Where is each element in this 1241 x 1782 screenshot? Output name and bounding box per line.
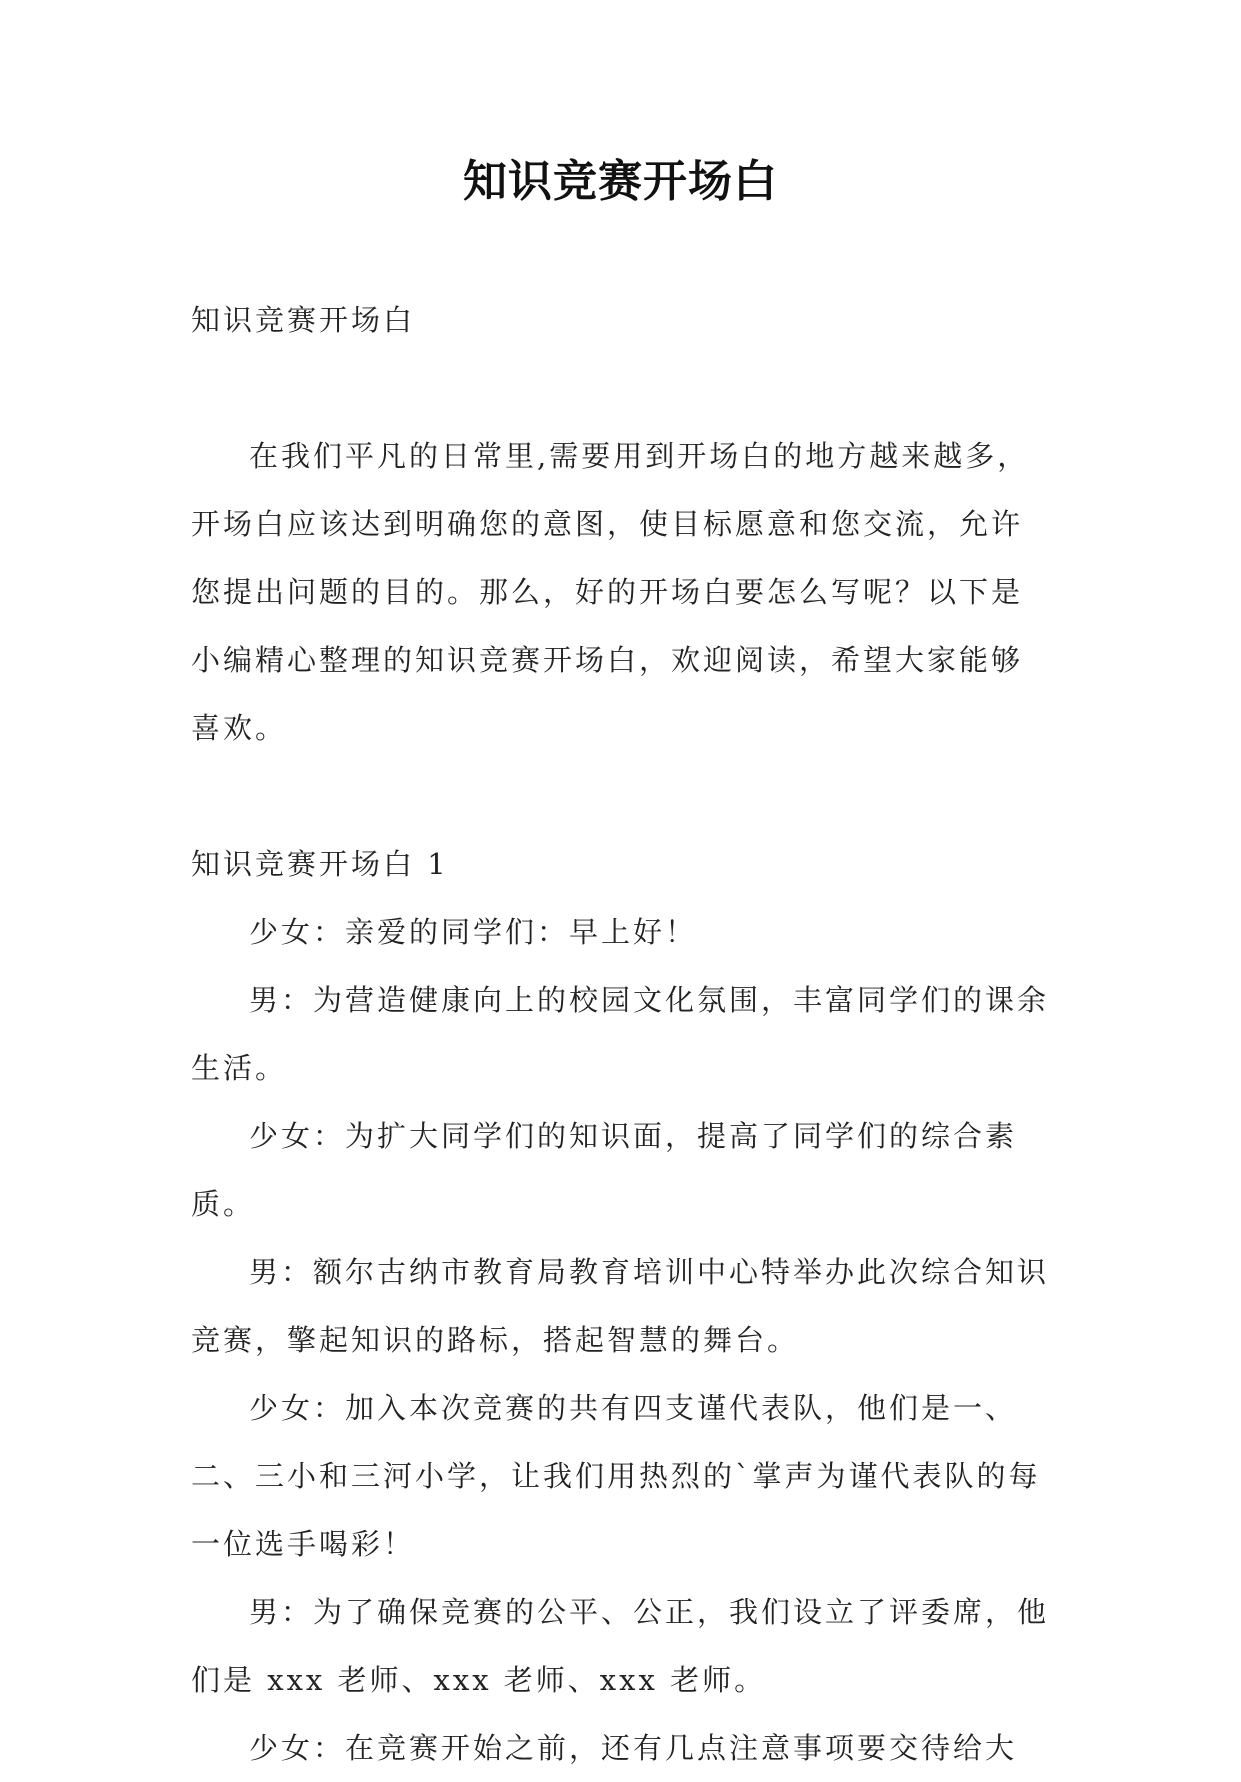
dialogue-paragraph: 少女：加入本次竞赛的共有四支谨代表队，他们是一、二、三小和三河小学，让我们用热烈的`掌声为谨代表队的每一位选手喝彩！ <box>191 1391 1041 1561</box>
intro-paragraph: 在我们平凡的日常里,需要用到开场白的地方越来越多，开场白应该达到明确您的意图，使目标愿意和您交流，允许您提出问题的目的。那么，好的开场白要怎么写呢？以下是小编精心整理的知识竞赛开场白，欢迎阅读，希望大家能够喜欢。 <box>191 439 1030 745</box>
page-title: 知识竞赛开场白 <box>463 156 778 207</box>
document-subtitle: 知识竞赛开场白 <box>191 303 416 337</box>
dialogue-paragraph: 少女：亲爱的同学们：早上好！ <box>249 915 698 949</box>
document-body <box>191 286 1051 1782</box>
dialogue-paragraph: 男：为了确保竞赛的公平、公正，我们设立了评委席，他们是 xxx 老师、xxx 老师、xxx 老师。 <box>191 1595 1050 1697</box>
dialogue-paragraph: 男：为营造健康向上的校园文化氛围，丰富同学们的课余生活。 <box>191 983 1050 1085</box>
dialogue-paragraph: 少女：为扩大同学们的知识面，提高了同学们的综合素质。 <box>191 1119 1018 1221</box>
dialogue-paragraph: 男：额尔古纳市教育局教育培训中心特举办此次综合知识竞赛，擎起知识的路标，搭起智慧的舞台。 <box>191 1255 1050 1357</box>
section-heading: 知识竞赛开场白 1 <box>191 847 449 881</box>
dialogue-paragraph: 少女：在竞赛开始之前，还有几点注意事项要交待给大 <box>249 1731 1018 1765</box>
